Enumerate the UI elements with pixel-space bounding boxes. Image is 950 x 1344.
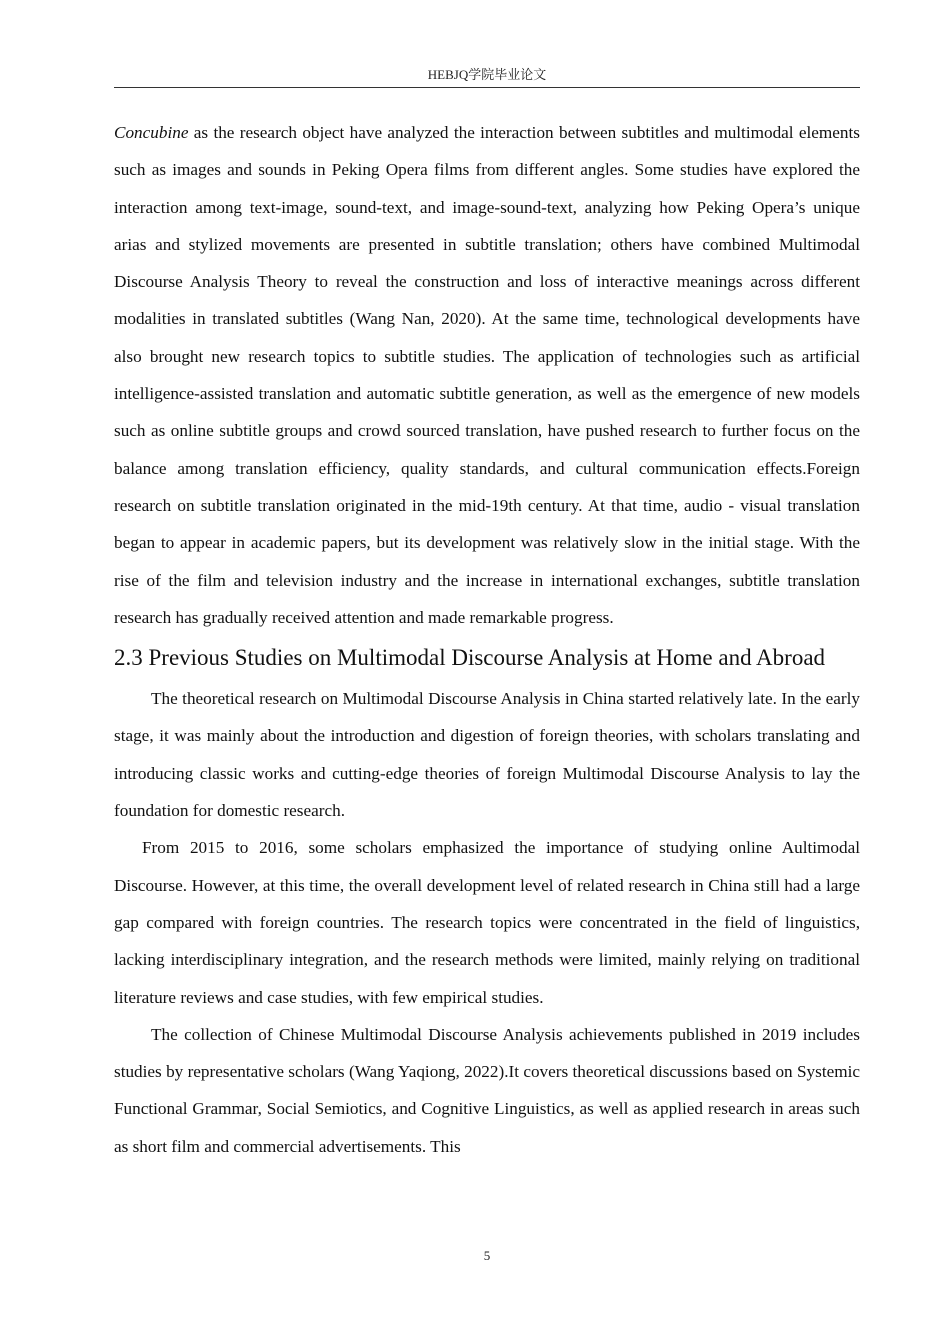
body-text [114, 114, 860, 1165]
paragraph: The collection of Chinese Multimodal Discourse Analysis achievements published in 2019 includes studies by representative scholars (Wang Yaqiong, 2022).It covers theoretical discussions based on Systemic Functional Grammar, Social Semiotics, and Cognitive Linguistics, as well as applied research in areas such as short film and commercial advertisements. This [114, 1024, 860, 1156]
italic-film-title: Concubine [114, 123, 189, 142]
header-rule [114, 87, 860, 88]
paragraph: From 2015 to 2016, some scholars emphasized the importance of studying online Aultimodal Discourse. However, at this time, the overall development level of related research in China still had a large gap compared with foreign countries. The research topics were concentrated in the field of linguistics, lacking interdisciplinary integration, and the research methods were limited, mainly relying on traditional literature reviews and case studies, with few empirical studies. [114, 838, 860, 1007]
section-heading: 2.3 Previous Studies on Multimodal Discourse Analysis at Home and Abroad [114, 645, 826, 671]
running-header: HEBJQ学院毕业论文 [427, 67, 547, 82]
paragraph-text: as the research object have analyzed the interaction between subtitles and multimodal elements such as images and sounds in Peking Opera films from different angles. Some studies have explored the interaction among text-image, sound-text, and image-sound-text, analyzing how Peking Opera’s unique arias and stylized movements are presented in subtitle translation; others have combined Multimodal Discourse Analysis Theory to reveal the construction and loss of interactive meanings across different modalities in translated subtitles (Wang Nan, 2020). At the same time, technological developments have also brought new research topics to subtitle studies. The application of technologies such as artificial intelligence-assisted translation and automatic subtitle generation, as well as the emergence of new models such as online subtitle groups and crowd sourced translation, have pushed research to further focus on the balance among translation efficiency, quality standards, and cultural communication effects.Foreign research on subtitle translation originated in the mid-19th century. At that time, audio - visual translation began to appear in academic papers, but its development was relatively slow in the initial stage. With the rise of the film and television industry and the increase in international exchanges, subtitle translation research has gradually received attention and made remarkable progress. [114, 123, 860, 627]
page-number: 5 [483, 1248, 491, 1263]
paragraph: The theoretical research on Multimodal Discourse Analysis in China started relatively late. In the early stage, it was mainly about the introduction and digestion of foreign theories, with scholars translating and introducing classic works and cutting-edge theories of foreign Multimodal Discourse Analysis to lay the foundation for domestic research. [114, 689, 860, 821]
paragraph-continued [114, 114, 860, 636]
